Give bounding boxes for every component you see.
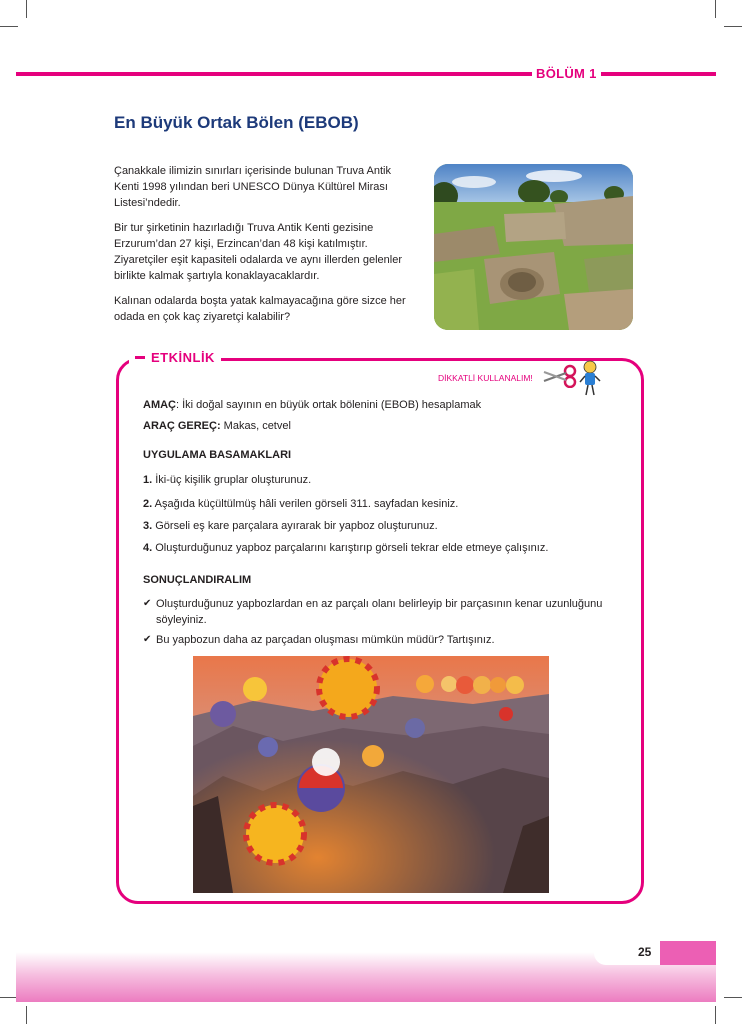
activity-label-dash xyxy=(135,356,145,359)
step-number: 3. xyxy=(143,520,153,532)
step-text: Görseli eş kare parçalara ayırarak bir yapboz oluşturunuz. xyxy=(152,520,438,532)
step-number: 2. xyxy=(143,498,153,510)
step-text: İki-üç kişilik gruplar oluşturunuz. xyxy=(152,474,312,486)
conclusion-item xyxy=(143,596,613,628)
crop-mark xyxy=(715,0,716,18)
step-item xyxy=(143,541,548,555)
conclusion-text: Bu yapbozun daha az parçadan oluşması mümkün müdür? Tartışınız. xyxy=(156,634,495,646)
header-rule xyxy=(16,72,716,76)
crop-mark xyxy=(26,0,27,18)
page-title: En Büyük Ortak Bölen (EBOB) xyxy=(114,113,359,132)
step-number: 1. xyxy=(143,474,153,486)
activity-goal xyxy=(143,398,481,412)
balloons-photo xyxy=(193,656,549,893)
activity-label-text: ETKİNLİK xyxy=(151,350,215,365)
goal-label: AMAÇ xyxy=(143,399,176,411)
crop-mark xyxy=(715,1006,716,1024)
step-text: Aşağıda küçültülmüş hâli verilen görseli 311. sayfadan kesiniz. xyxy=(152,498,459,510)
step-number: 4. xyxy=(143,542,153,554)
intro-paragraph: Bir tur şirketinin hazırladığı Truva Antik Kenti gezisine Erzurum’dan 27 kişi, Erzincan’dan 48 kişi katılmıştır. Ziyaretçiler eşit kapasiteli odalarda ve aynı illerden gelenler birlikte kalmak şartıyla konaklayacaklardır. xyxy=(114,222,402,282)
safety-warning: DİKKATLİ KULLANALIM! xyxy=(438,373,533,383)
step-item xyxy=(143,497,458,511)
troy-ruins-photo xyxy=(434,164,633,330)
page-number-block xyxy=(660,941,716,965)
conclusion-heading: SONUÇLANDIRALIM xyxy=(143,574,252,586)
check-icon: ✔ xyxy=(143,634,152,645)
goal-text: : İki doğal sayının en büyük ortak bölenini (EBOB) hesaplamak xyxy=(176,399,482,411)
activity-label xyxy=(129,349,221,366)
tools-text: Makas, cetvel xyxy=(220,420,291,432)
step-item xyxy=(143,519,438,533)
intro-paragraph: Kalınan odalarda boşta yatak kalmayacağına göre sizce her odada en çok kaç ziyaretçi kalabilir? xyxy=(114,295,406,323)
step-text: Oluşturduğunuz yapboz parçalarını karıştırıp görseli tekrar elde etmeye çalışınız. xyxy=(152,542,549,554)
tools-label: ARAÇ GEREÇ: xyxy=(143,420,221,432)
intro-paragraph: Çanakkale ilimizin sınırları içerisinde bulunan Truva Antik Kenti 1998 yılından beri UNESCO Dünya Kültürel Mirası Listesi’ndedir. xyxy=(114,165,391,209)
page-number: 25 xyxy=(638,945,652,959)
crop-mark xyxy=(26,1006,27,1024)
conclusion-item xyxy=(143,632,613,648)
scissors-icon xyxy=(542,364,578,393)
activity-tools xyxy=(143,419,291,433)
crop-mark xyxy=(724,997,742,998)
crop-mark xyxy=(0,26,18,27)
conclusion-text: Oluşturduğunuz yapbozlardan en az parçalı olanı belirleyip bir parçasının kenar uzunluğunu söyleyiniz. xyxy=(156,598,603,626)
mascot-icon xyxy=(578,360,602,403)
steps-heading: UYGULAMA BASAMAKLARI xyxy=(143,449,292,461)
check-icon: ✔ xyxy=(143,598,152,609)
chapter-label: BÖLÜM 1 xyxy=(532,66,601,82)
intro-text xyxy=(114,163,419,334)
crop-mark xyxy=(724,26,742,27)
step-item xyxy=(143,473,311,487)
